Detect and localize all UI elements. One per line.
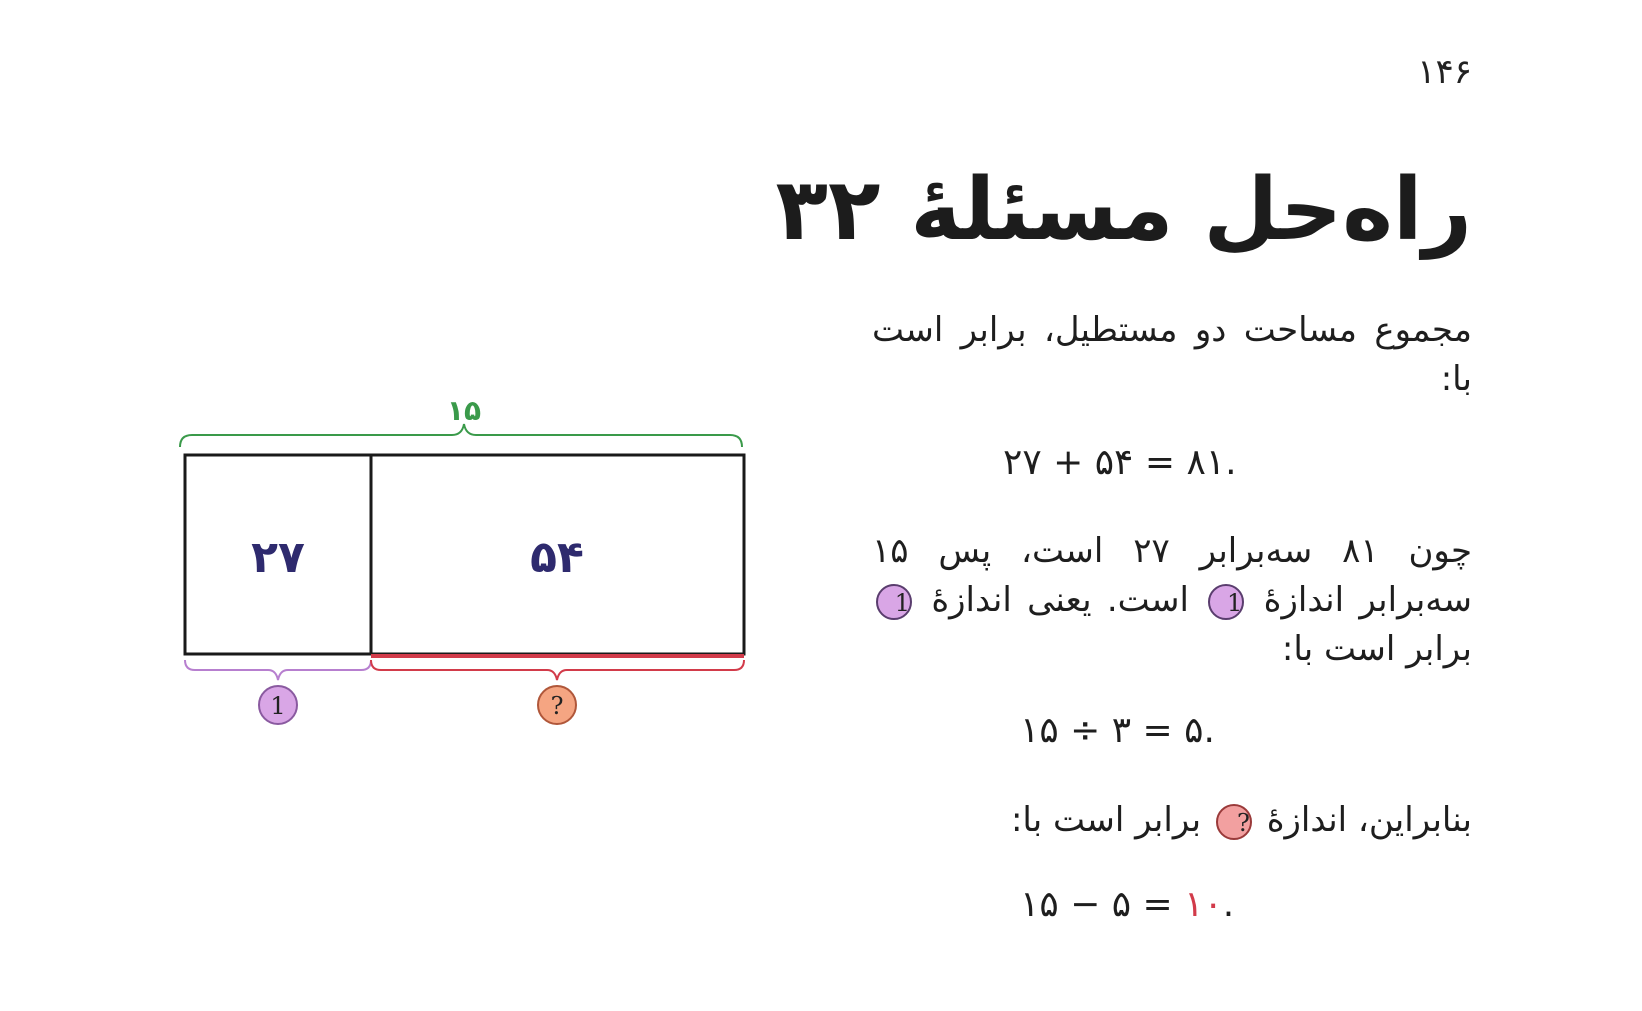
paragraph-conclusion-part1: بنابراین، اندازهٔ (1266, 800, 1472, 840)
paragraph-ratio (872, 527, 1472, 674)
paragraph-ratio-part3: برابر است با: (1281, 629, 1472, 669)
top-length-brace (180, 424, 742, 447)
paragraph-ratio-part2: است. یعنی اندازهٔ (931, 580, 1189, 620)
page-number: ۱۴۶ (1417, 52, 1472, 92)
left-area-label: ۲۷ (251, 532, 305, 583)
equation-division: ۱۵ ÷ ۳ = ۵. (1020, 710, 1215, 751)
paragraph-conclusion-part2: برابر است با: (1010, 800, 1202, 840)
circle-one-badge: 1 (876, 584, 912, 620)
equation-answer-value: ۱۰ (1184, 884, 1223, 925)
circle-one-badge: 1 (1208, 584, 1244, 620)
page-title: راه‌حل مسئلهٔ ۳۲ (775, 160, 1472, 260)
left-marker-label: 1 (270, 692, 286, 720)
left-width-brace (185, 660, 371, 680)
equation-answer-expression: ۱۵ − ۵ = (1020, 884, 1173, 925)
question-mark-badge: ? (1216, 804, 1252, 840)
paragraph-ratio-part1: چون ۸۱ سه‌برابر ۲۷ است، پس ۱۵ سه‌برابر اندازهٔ (872, 531, 1473, 620)
right-area-label: ۵۴ (530, 532, 584, 583)
rectangle-diagram (0, 0, 760, 760)
right-width-brace (371, 660, 744, 680)
right-marker-label: ? (550, 692, 564, 720)
equation-sum: ۲۷ + ۵۴ = ۸۱. (1003, 442, 1237, 483)
equation-answer-end: . (1222, 884, 1235, 925)
equation-answer (1020, 884, 1234, 925)
top-length-label: ۱۵ (446, 394, 482, 427)
paragraph-sum-areas: مجموع مساحت دو مستطیل، برابر است با: (872, 310, 1472, 399)
paragraph-conclusion (872, 796, 1472, 845)
